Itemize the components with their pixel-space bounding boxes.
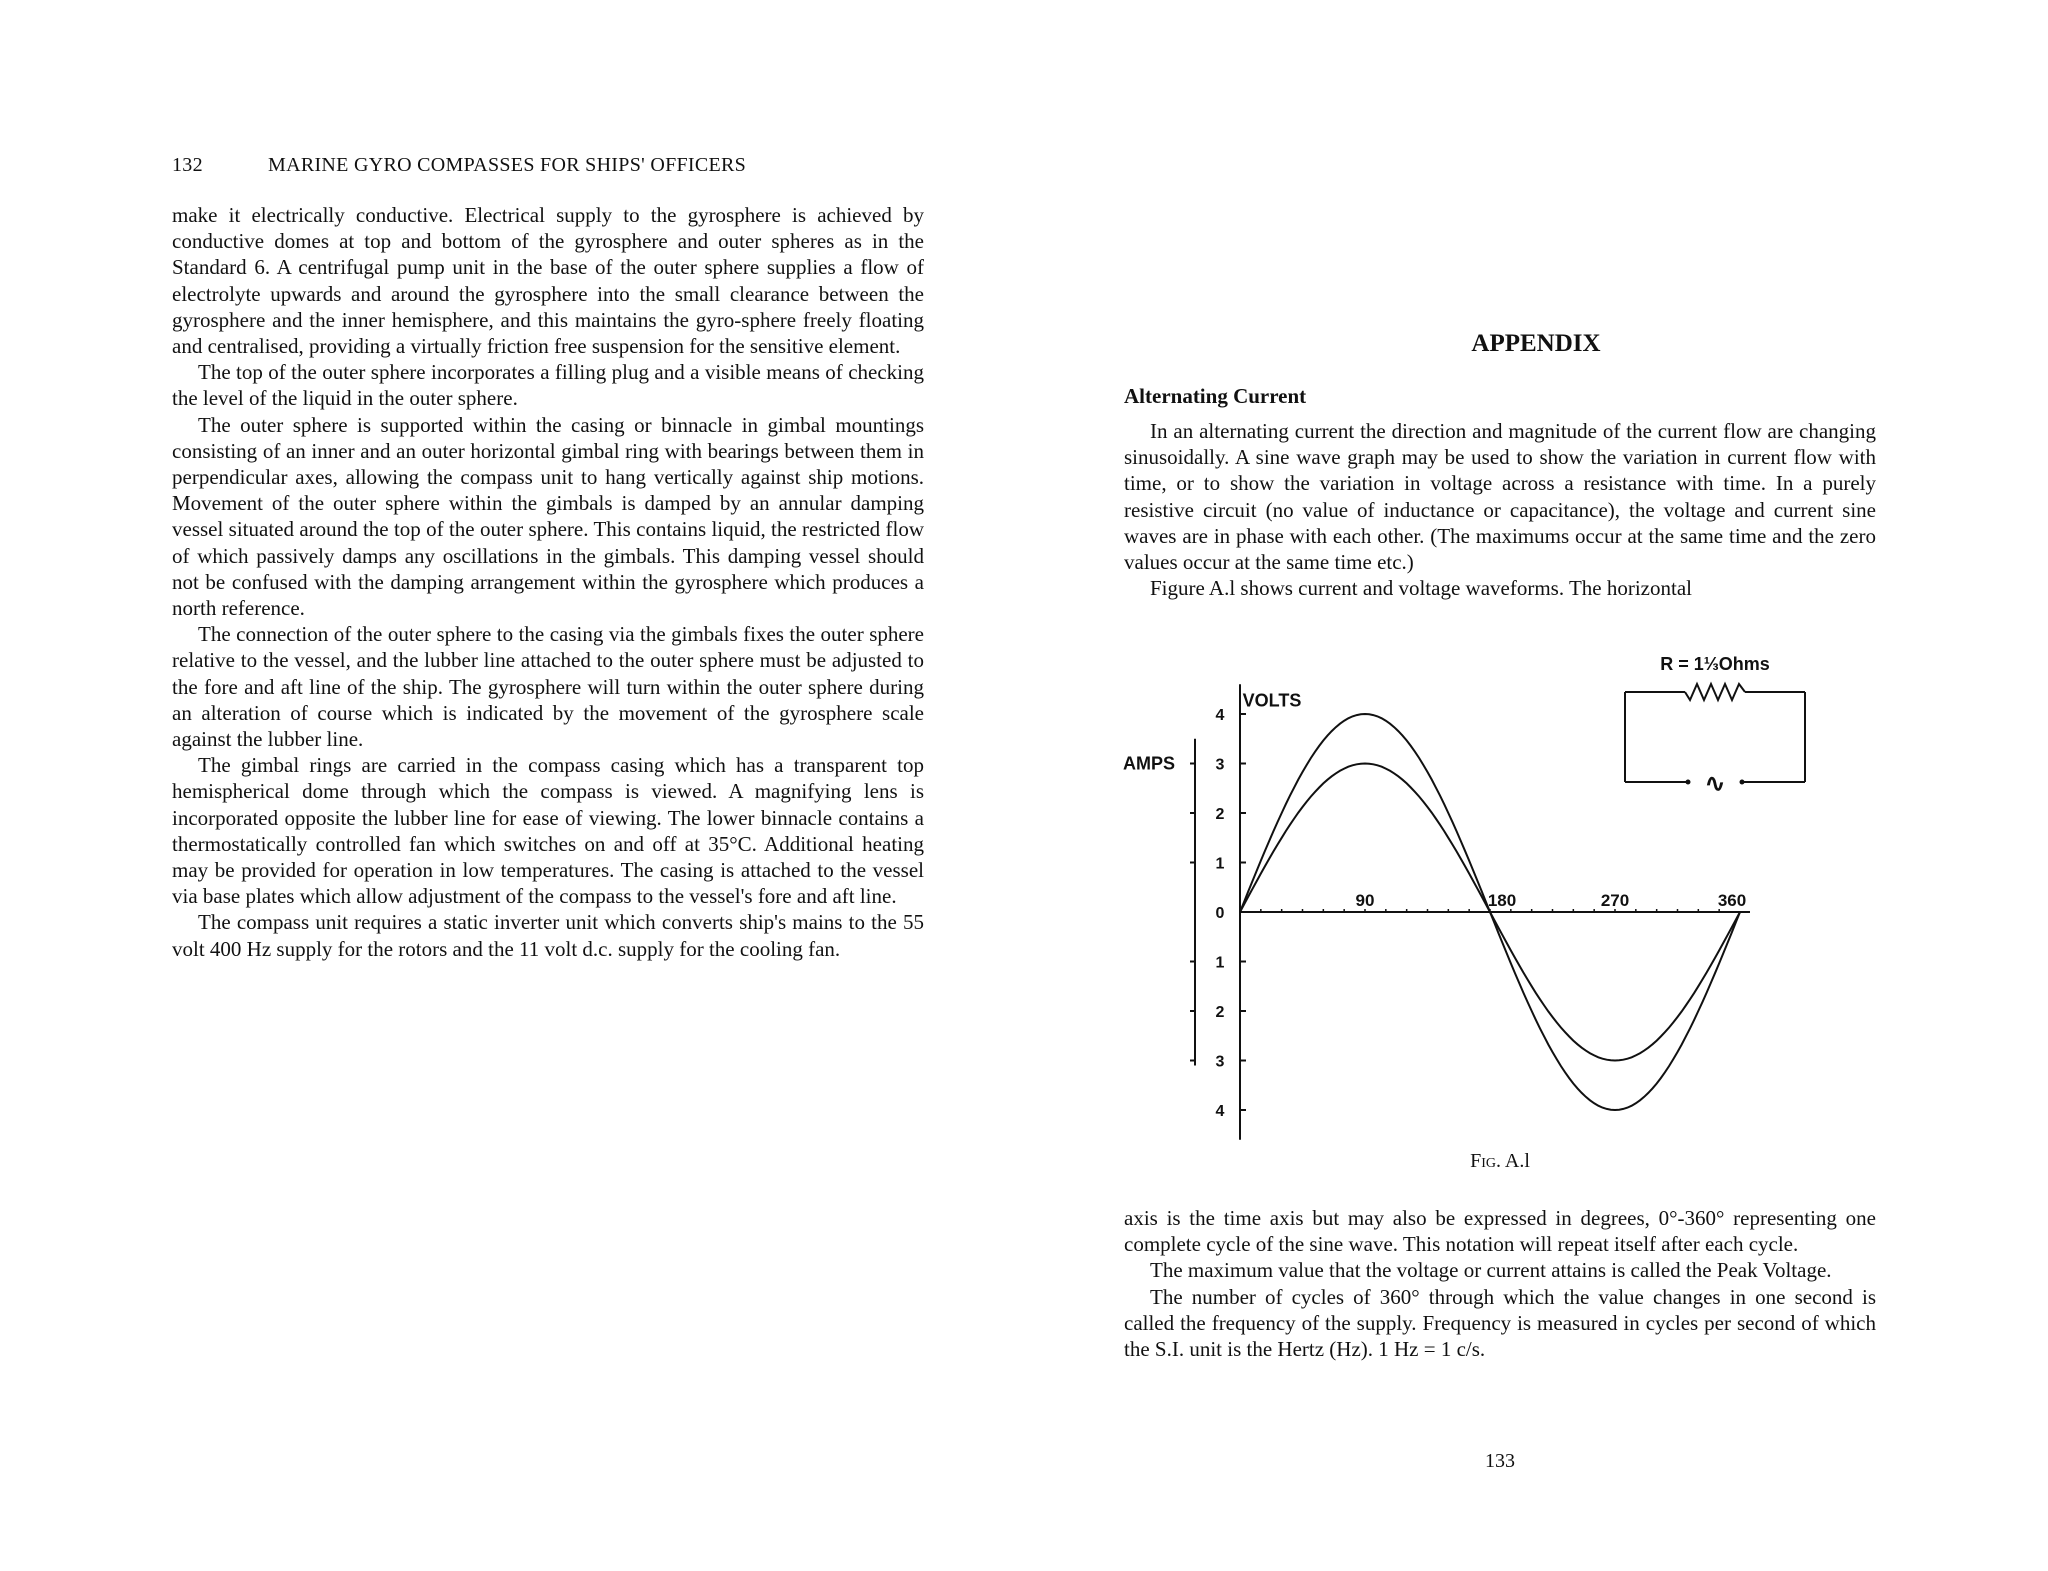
paragraph: The maximum value that the voltage or current attains is called the Peak Voltage. bbox=[1150, 1258, 1832, 1283]
right-body-text-top bbox=[1124, 418, 1876, 601]
ac-source-symbol: ∿ bbox=[1704, 768, 1726, 798]
paragraph: axis is the time axis but may also be expressed in degrees, 0°-360° representing one complete cycle of the sine wave. This notation will repeat itself after each cycle. bbox=[1124, 1206, 1876, 1257]
left-body-text bbox=[172, 202, 924, 962]
figure-a1-sine-waves bbox=[1120, 650, 1820, 1150]
volts-tick-label: 4 bbox=[1215, 1103, 1225, 1120]
figure-caption-number: A.l bbox=[1504, 1150, 1530, 1172]
paragraph: make it electrically conductive. Electrical supply to the gyrosphere is achieved by conductive domes at top and bottom of the gyrosphere and outer spheres as in the Standard 6. A centrifugal pump unit in the base of the outer sphere supplies a flow of electrolyte upwards and around the gyrosphere into the small clearance between the gyrosphere and the inner hemisphere, and this maintains the gyro-sphere freely floating and centralised, providing a virtually friction free suspension for the sensitive element. bbox=[172, 203, 924, 359]
figure-caption bbox=[1124, 1150, 1876, 1173]
paragraph: Figure A.l shows current and voltage waveforms. The horizontal bbox=[1150, 576, 1692, 601]
paragraph: The gimbal rings are carried in the compass casing which has a transparent top hemispherical dome through which the compass is viewed. A magnifying lens is incorporated opposite the lubber line for ease of viewing. The lower binnacle contains a thermostatically controlled fan which switches on and off at 35°C. Additional heating may be provided for operation in low temperatures. The casing is attached to the vessel via base plates which allow adjustment of the compass to the vessel's fore and aft line. bbox=[172, 753, 924, 909]
paragraph: The number of cycles of 360° through which the value changes in one second is called the frequency of the supply. Frequency is measured in cycles per second of which the S.I. unit is the Hertz (Hz). 1 Hz = 1 c/s. bbox=[1124, 1284, 1876, 1362]
running-head-title: MARINE GYRO COMPASSES FOR SHIPS' OFFICERS bbox=[268, 154, 747, 176]
circuit-diagram bbox=[1625, 654, 1805, 798]
resistor-symbol bbox=[1685, 684, 1745, 700]
volts-tick-label: 1 bbox=[1215, 855, 1225, 873]
running-head bbox=[172, 154, 746, 177]
paragraph: The compass unit requires a static inverter unit which converts ship's mains to the 55 volt 400 Hz supply for the rotors and the 11 volt d.c. supply for the cooling fan. bbox=[172, 910, 924, 961]
paragraph: The top of the outer sphere incorporates a filling plug and a visible means of checking the level of the liquid in the outer sphere. bbox=[172, 360, 924, 411]
volts-tick-label: 0 bbox=[1215, 905, 1225, 922]
paragraph: In an alternating current the direction and magnitude of the current flow are changing sinusoidally. A sine wave graph may be used to show the variation in current flow with time, or to show the variation in voltage across a resistance with time. In a purely resistive circuit (no value of inductance or capacitance), the voltage and current sine waves are in phase with each other. (The maximums occur at the same time and the zero values occur at the same time etc.) bbox=[1124, 419, 1876, 575]
time-tick-label: 360 bbox=[1717, 891, 1747, 910]
terminal-dot bbox=[1740, 780, 1745, 785]
volts-tick-label: 3 bbox=[1215, 1053, 1225, 1071]
ticks bbox=[1190, 707, 1746, 1120]
terminal-dot bbox=[1686, 780, 1691, 785]
volts-tick-label: 3 bbox=[1215, 756, 1225, 774]
amps-label: AMPS bbox=[1122, 753, 1176, 774]
volts-label: VOLTS bbox=[1242, 690, 1302, 711]
figure-caption-prefix: Fig. bbox=[1470, 1150, 1501, 1172]
resistor-label: R = 1⅓Ohms bbox=[1660, 654, 1770, 674]
time-tick-label: 180 bbox=[1487, 891, 1517, 910]
volts-tick-label: 2 bbox=[1215, 806, 1225, 823]
volts-tick-label: 2 bbox=[1215, 1004, 1225, 1021]
time-tick-label: 90 bbox=[1355, 891, 1375, 910]
section-heading: Alternating Current bbox=[1124, 384, 1307, 408]
right-page-number: 133 bbox=[1485, 1450, 1515, 1472]
appendix-title: APPENDIX bbox=[1471, 330, 1601, 357]
volts-tick-label: 4 bbox=[1215, 707, 1225, 724]
right-body-text-bottom bbox=[1124, 1205, 1876, 1362]
volts-tick-label: 1 bbox=[1215, 954, 1225, 972]
paragraph: The connection of the outer sphere to the casing via the gimbals fixes the outer sphere relative to the vessel, and the lubber line attached to the outer sphere must be adjusted to the fore and aft line of the ship. The gyrosphere will turn within the outer sphere during an alteration of course which is indicated by the movement of the gyrosphere scale against the lubber line. bbox=[172, 622, 924, 752]
time-tick-label: 270 bbox=[1600, 891, 1630, 910]
paragraph: The outer sphere is supported within the casing or binnacle in gimbal mountings consisting of an inner and an outer horizontal gimbal ring with bearings between them in perpendicular axes, allowing the compass unit to hang vertically against ship motions. Movement of the outer sphere within the gimbals is damped by an annular damping vessel situated around the top of the outer sphere. This contains liquid, the restricted flow of which passively damps any oscillations in the gimbals. This damping vessel should not be confused with the damping arrangement within the gyrosphere which produces a north reference. bbox=[172, 412, 924, 621]
left-page-number: 132 bbox=[172, 154, 203, 176]
